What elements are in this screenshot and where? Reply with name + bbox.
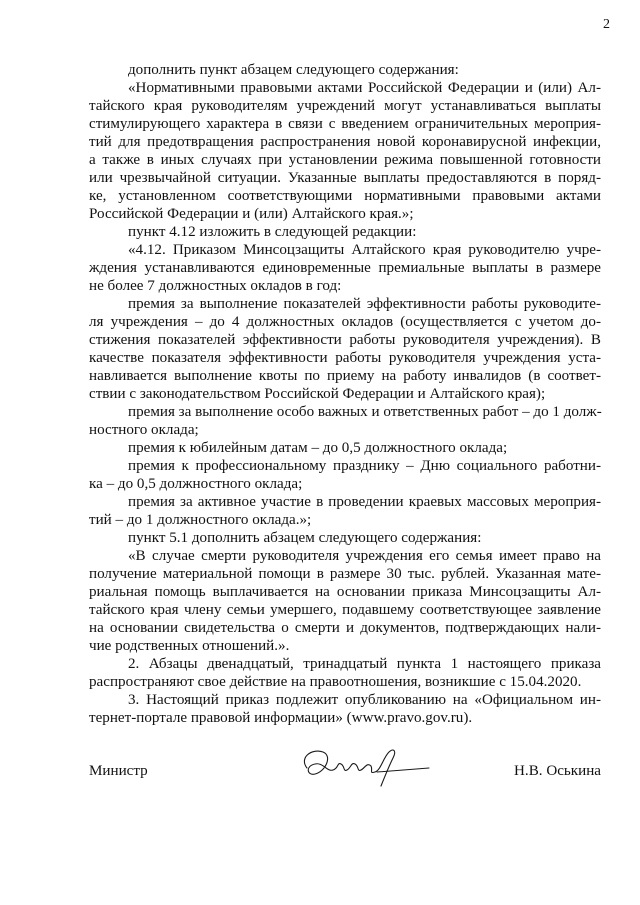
paragraph <box>89 655 601 691</box>
text-line: распространяют свое действие на правоотношения, возникшие с 15.04.2020. <box>89 674 582 690</box>
text-line: стимулирующего характера в связи с введением ограничительных мероприя- <box>89 116 601 132</box>
paragraph <box>89 61 601 79</box>
text-line: или чрезвычайной ситуации. Указанные выплаты предоставляются в поряд- <box>89 170 601 186</box>
paragraph <box>89 295 601 403</box>
handwritten-signature <box>289 742 439 792</box>
text-line: чие родственных отношений.». <box>89 638 290 654</box>
paragraph <box>89 457 601 493</box>
text-line: ностного оклада; <box>89 422 199 438</box>
document-body <box>89 61 601 727</box>
text-line: премия за выполнение показателей эффективности работы руководите- <box>128 296 601 312</box>
paragraph <box>89 241 601 295</box>
paragraph <box>89 529 601 547</box>
text-line: ствии с законодательством Российской Федерации и Алтайского края); <box>89 386 546 402</box>
signer-name: Н.В. Оськина <box>514 763 601 779</box>
signer-title: Министр <box>89 763 148 779</box>
paragraph <box>89 439 601 457</box>
text-line: «Нормативными правовыми актами Российской Федерации и (или) Ал- <box>128 80 601 96</box>
text-line: ля учреждения – до 4 должностных окладов (осуществляется с учетом до- <box>89 314 601 330</box>
text-line: премия к профессиональному празднику – Дню социального работни- <box>128 458 601 474</box>
text-line: тернет-портале правовой информации» (www.pravo.gov.ru). <box>89 710 473 726</box>
text-line: качестве показателя эффективности работы руководителя учреждения уста- <box>89 350 601 366</box>
signature-block <box>89 742 601 802</box>
paragraph <box>89 403 601 439</box>
text-line: премия за выполнение особо важных и ответственных работ – до 1 долж- <box>128 404 602 420</box>
text-line: «В случае смерти руководителя учреждения его семья имеет право на <box>128 548 601 564</box>
text-line: Российской Федерации и (или) Алтайского края.»; <box>89 206 414 222</box>
text-line: тайского края руководителям учреждений могут устанавливаться выплаты <box>89 98 601 114</box>
text-line: пункт 5.1 дополнить абзацем следующего содержания: <box>128 530 482 546</box>
text-line: на основании свидетельства о смерти и документов, подтверждающих нали- <box>89 620 601 636</box>
text-line: навливается выполнение квоты по приему на работу инвалидов (в соответ- <box>89 368 601 384</box>
paragraph <box>89 691 601 727</box>
text-line: ждения устанавливаются единовременные премиальные выплаты в размере <box>89 260 601 276</box>
text-line: тий для предотвращения распространения новой коронавирусной инфекции, <box>89 134 601 150</box>
text-line: пункт 4.12 изложить в следующей редакции: <box>128 224 417 240</box>
text-line: «4.12. Приказом Минсоцзащиты Алтайского края руководителю учре- <box>128 242 601 258</box>
text-line: премия за активное участие в проведении краевых массовых мероприя- <box>128 494 601 510</box>
text-line: 2. Абзацы двенадцатый, тринадцатый пункта 1 настоящего приказа <box>128 656 601 672</box>
paragraph <box>89 547 601 655</box>
text-line: премия к юбилейным датам – до 0,5 должностного оклада; <box>128 440 508 456</box>
paragraph <box>89 223 601 241</box>
text-line: дополнить пункт абзацем следующего содержания: <box>128 62 459 78</box>
text-line: получение материальной помощи в размере 30 тыс. рублей. Указанная мате- <box>89 566 601 582</box>
text-line: риальная помощь выплачивается на основании приказа Минсоцзащиты Ал- <box>89 584 601 600</box>
text-line: а также в иных случаях при установлении режима повышенной готовности <box>89 152 601 168</box>
text-line: не более 7 должностных окладов в год: <box>89 278 342 294</box>
paragraph <box>89 79 601 223</box>
text-line: тайского края члену семьи умершего, подавшему соответствующее заявление <box>89 602 601 618</box>
text-line: ке, установленном соответствующими нормативными правовыми актами <box>89 188 601 204</box>
text-line: 3. Настоящий приказ подлежит опубликованию на «Официальном ин- <box>128 692 601 708</box>
page-number: 2 <box>603 17 610 32</box>
text-line: стижения показателей эффективности работы руководителя учреждения). В <box>89 332 601 348</box>
text-line: тий – до 1 должностного оклада.»; <box>89 512 312 528</box>
text-line: ка – до 0,5 должностного оклада; <box>89 476 303 492</box>
paragraph <box>89 493 601 529</box>
